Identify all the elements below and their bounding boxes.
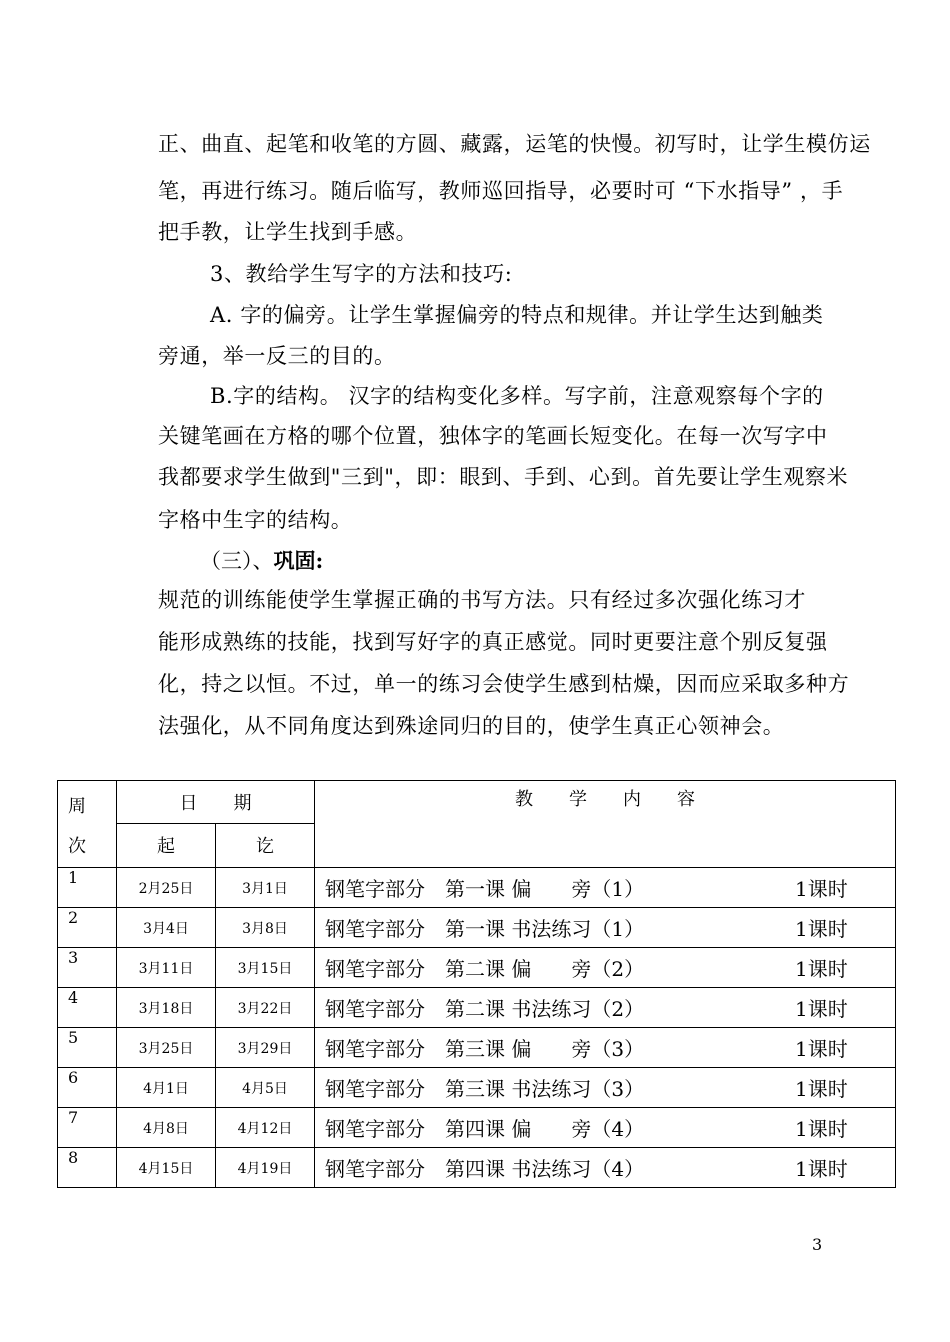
lesson-text: 钢笔字部分 第一课 书法练习（1） (325, 917, 645, 941)
list-item-heading: 3、教给学生写字的方法和技巧: (210, 262, 513, 286)
paragraph-line: 笔，再进行练习。随后临写，教师巡回指导，必要时可 “下水指导” ，手 (158, 179, 844, 203)
week-cell: 1 (58, 868, 117, 908)
end-date-cell: 3月29日 (216, 1028, 315, 1068)
week-cell: 8 (58, 1148, 117, 1188)
table-row (58, 988, 896, 1028)
start-date-header: 起 (117, 823, 216, 867)
paragraph-line: 关键笔画在方格的哪个位置，独体字的笔画长短变化。在每一次写字中 (158, 424, 828, 448)
start-date-cell: 4月8日 (117, 1108, 216, 1148)
paragraph-line: 旁通，举一反三的目的。 (158, 344, 396, 368)
end-date-cell: 3月8日 (216, 908, 315, 948)
paragraph-line: 我都要求学生做到"三到"，即：眼到、手到、心到。首先要让学生观察米 (158, 465, 849, 489)
start-date-cell: 3月25日 (117, 1028, 216, 1068)
lesson-text: 钢笔字部分 第四课 书法练习（4） (325, 1157, 645, 1181)
start-date-cell: 2月25日 (117, 868, 216, 908)
hours-text: 1课时 (795, 997, 848, 1021)
table-row (58, 908, 896, 948)
schedule-table (57, 780, 896, 1188)
table-row (58, 868, 896, 908)
end-date-header: 讫 (216, 823, 315, 867)
end-date-cell: 3月15日 (216, 948, 315, 988)
week-cell: 2 (58, 908, 117, 948)
paragraph-line: 能形成熟练的技能，找到写好字的真正感觉。同时更要注意个别反复强 (158, 630, 828, 654)
hours-text: 1课时 (795, 1077, 848, 1101)
start-date-cell: 3月18日 (117, 988, 216, 1028)
content-cell (315, 868, 896, 908)
week-header-line1: 周 (68, 796, 86, 817)
paragraph-line: B.字的结构。 汉字的结构变化多样。写字前，注意观察每个字的 (210, 384, 824, 408)
table-row (58, 1028, 896, 1068)
end-date-cell: 3月1日 (216, 868, 315, 908)
hours-text: 1课时 (795, 957, 848, 981)
lesson-text: 钢笔字部分 第三课 书法练习（3） (325, 1077, 645, 1101)
content-cell (315, 948, 896, 988)
end-date-cell: 4月5日 (216, 1068, 315, 1108)
section-heading-title: 巩固: (273, 548, 324, 573)
content-cell (315, 1148, 896, 1188)
paragraph-line: A. 字的偏旁。让学生掌握偏旁的特点和规律。并让学生达到触类 (210, 303, 824, 327)
paragraph-line: 化，持之以恒。不过，单一的练习会使学生感到枯燥，因而应采取多种方 (158, 672, 850, 696)
hours-text: 1课时 (795, 877, 848, 901)
paragraph-line: 规范的训练能使学生掌握正确的书写方法。只有经过多次强化练习才 (158, 588, 806, 612)
paragraph-line: 正、曲直、起笔和收笔的方圆、藏露，运笔的快慢。初写时，让学生模仿运 (158, 132, 871, 156)
week-cell: 6 (58, 1068, 117, 1108)
page-number: 3 (812, 1235, 823, 1254)
content-cell (315, 988, 896, 1028)
section-heading (200, 541, 323, 581)
week-header (58, 781, 117, 868)
table-row (58, 1068, 896, 1108)
paragraph-line: 字格中生字的结构。 (158, 508, 353, 532)
start-date-cell: 4月1日 (117, 1068, 216, 1108)
paragraph-line: 法强化，从不同角度达到殊途同归的目的，使学生真正心领神会。 (158, 714, 785, 738)
end-date-cell: 3月22日 (216, 988, 315, 1028)
end-date-cell: 4月19日 (216, 1148, 315, 1188)
lesson-text: 钢笔字部分 第二课 偏 旁（2） (325, 957, 645, 981)
hours-text: 1课时 (795, 1157, 848, 1181)
table-row (58, 1148, 896, 1188)
start-date-cell: 4月15日 (117, 1148, 216, 1188)
content-cell (315, 1028, 896, 1068)
date-header: 日 期 (117, 781, 315, 824)
week-cell: 4 (58, 988, 117, 1028)
paragraph-line: 把手教，让学生找到手感。 (158, 220, 418, 244)
table-row (58, 1108, 896, 1148)
lesson-text: 钢笔字部分 第一课 偏 旁（1） (325, 877, 645, 901)
lesson-text: 钢笔字部分 第二课 书法练习（2） (325, 997, 645, 1021)
section-heading-prefix: （三）、 (200, 549, 274, 573)
week-cell: 5 (58, 1028, 117, 1068)
content-cell (315, 1068, 896, 1108)
hours-text: 1课时 (795, 1037, 848, 1061)
start-date-cell: 3月11日 (117, 948, 216, 988)
week-header-line2: 次 (68, 836, 86, 857)
content-cell (315, 908, 896, 948)
hours-text: 1课时 (795, 917, 848, 941)
hours-text: 1课时 (795, 1117, 848, 1141)
lesson-text: 钢笔字部分 第四课 偏 旁（4） (325, 1117, 645, 1141)
content-cell (315, 1108, 896, 1148)
content-header: 教 学 内 容 (315, 781, 896, 868)
week-cell: 7 (58, 1108, 117, 1148)
week-cell: 3 (58, 948, 117, 988)
table-row (58, 948, 896, 988)
start-date-cell: 3月4日 (117, 908, 216, 948)
lesson-text: 钢笔字部分 第三课 偏 旁（3） (325, 1037, 645, 1061)
end-date-cell: 4月12日 (216, 1108, 315, 1148)
